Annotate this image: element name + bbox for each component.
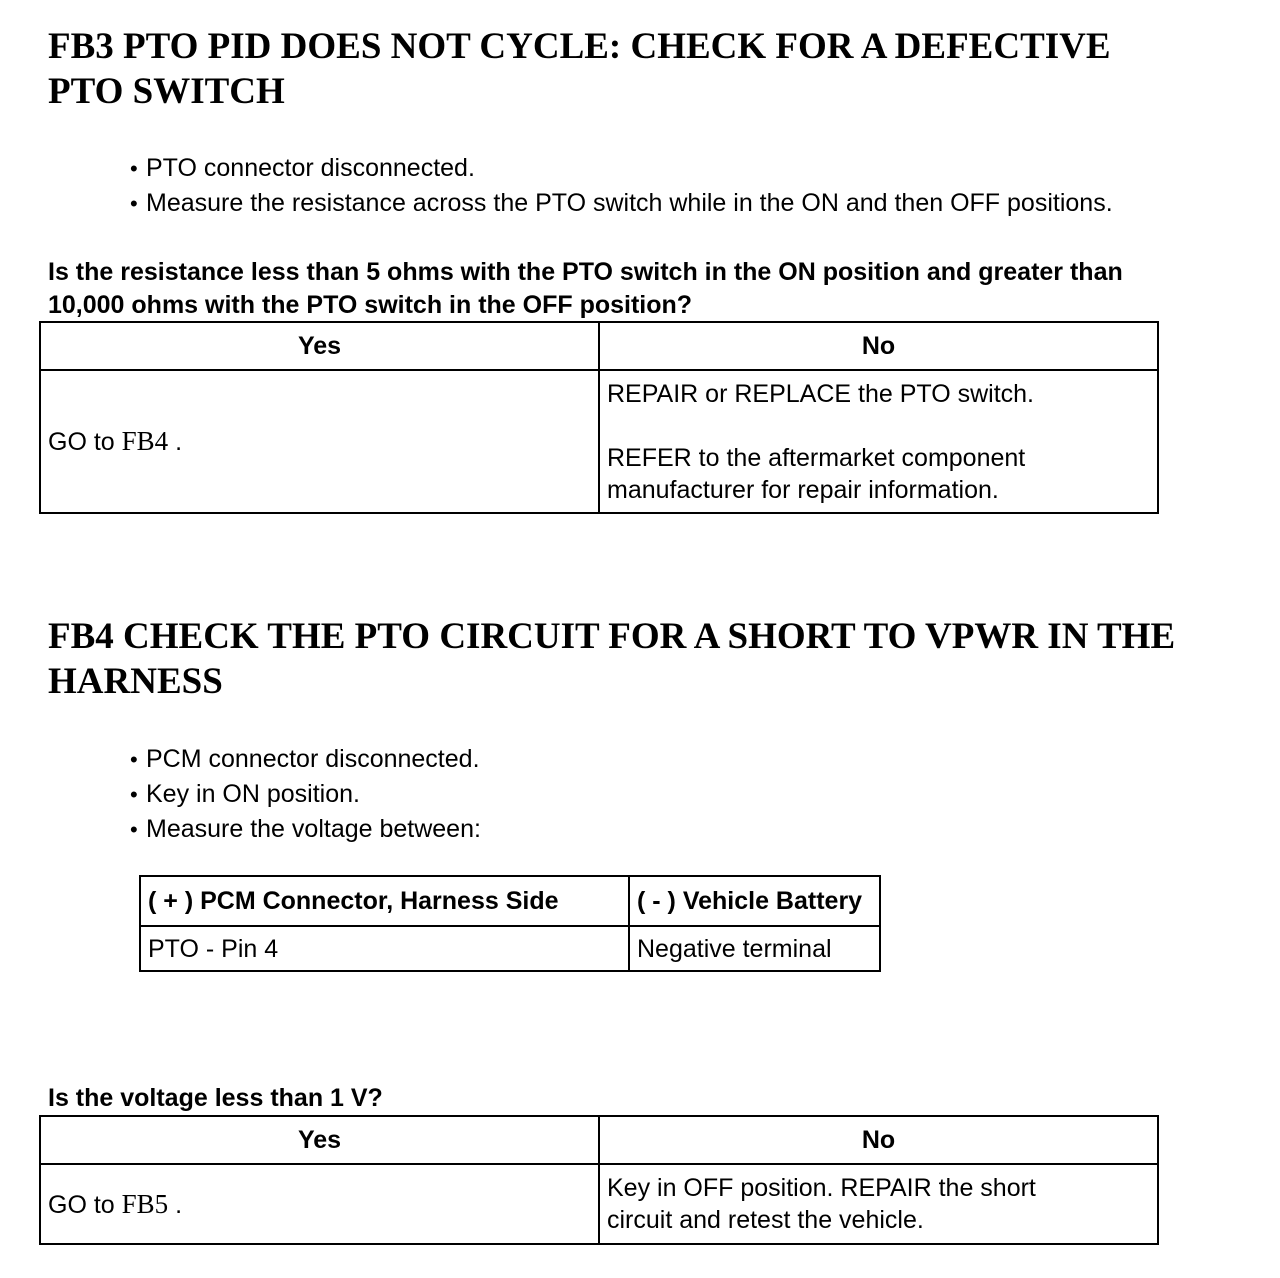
yes-header: Yes — [40, 322, 599, 370]
yes-cell: GO to FB4 . — [40, 370, 599, 513]
bullet-icon: • — [130, 747, 138, 772]
no-header: No — [599, 322, 1158, 370]
no-header: No — [599, 1116, 1158, 1164]
list-item: • PCM connector disconnected. — [130, 742, 481, 777]
list-item: • Key in ON position. — [130, 777, 481, 812]
fb3-decision-table — [39, 321, 1159, 514]
fb4-heading-line2: HARNESS — [48, 661, 223, 702]
battery-terminal-cell: Negative terminal — [629, 926, 880, 971]
yes-cell: GO to FB5 . — [40, 1164, 599, 1244]
goto-fb4-link[interactable]: FB4 — [121, 426, 169, 456]
no-cell: REPAIR or REPLACE the PTO switch. REFER to the aftermarket component manufacturer for repair information. — [599, 370, 1158, 513]
yes-header: Yes — [40, 1116, 599, 1164]
fb4-measurement-table — [139, 875, 881, 972]
list-item: • Measure the voltage between: — [130, 812, 481, 847]
pcm-connector-header: ( + ) PCM Connector, Harness Side — [140, 876, 629, 926]
bullet-icon: • — [130, 156, 138, 181]
fb3-question: Is the resistance less than 5 ohms with the PTO switch in the ON position and greater than 10,000 ohms with the PTO switch in the OFF position? — [48, 258, 1123, 319]
goto-fb5-link[interactable]: FB5 — [121, 1188, 169, 1219]
fb3-bullet-list — [130, 151, 1113, 221]
fb4-bullet-list — [130, 742, 481, 847]
no-cell: Key in OFF position. REPAIR the short circuit and retest the vehicle. — [599, 1164, 1158, 1244]
list-item: • Measure the resistance across the PTO switch while in the ON and then OFF positions. — [130, 186, 1113, 221]
fb3-heading-line1: FB3 PTO PID DOES NOT CYCLE: CHECK FOR A DEFECTIVE — [48, 26, 1111, 67]
fb4-heading-line1: FB4 CHECK THE PTO CIRCUIT FOR A SHORT TO VPWR IN THE — [48, 616, 1176, 657]
pcm-pin-cell: PTO - Pin 4 — [140, 926, 629, 971]
fb3-heading — [48, 24, 1111, 114]
list-item: • PTO connector disconnected. — [130, 151, 1113, 186]
fb4-question: Is the voltage less than 1 V? — [48, 1084, 383, 1112]
bullet-icon: • — [130, 782, 138, 807]
bullet-icon: • — [130, 191, 138, 216]
fb4-heading — [48, 614, 1175, 704]
fb4-decision-table — [39, 1115, 1159, 1245]
vehicle-battery-header: ( - ) Vehicle Battery — [629, 876, 880, 926]
fb3-heading-line2: PTO SWITCH — [48, 71, 285, 112]
bullet-icon: • — [130, 817, 138, 842]
